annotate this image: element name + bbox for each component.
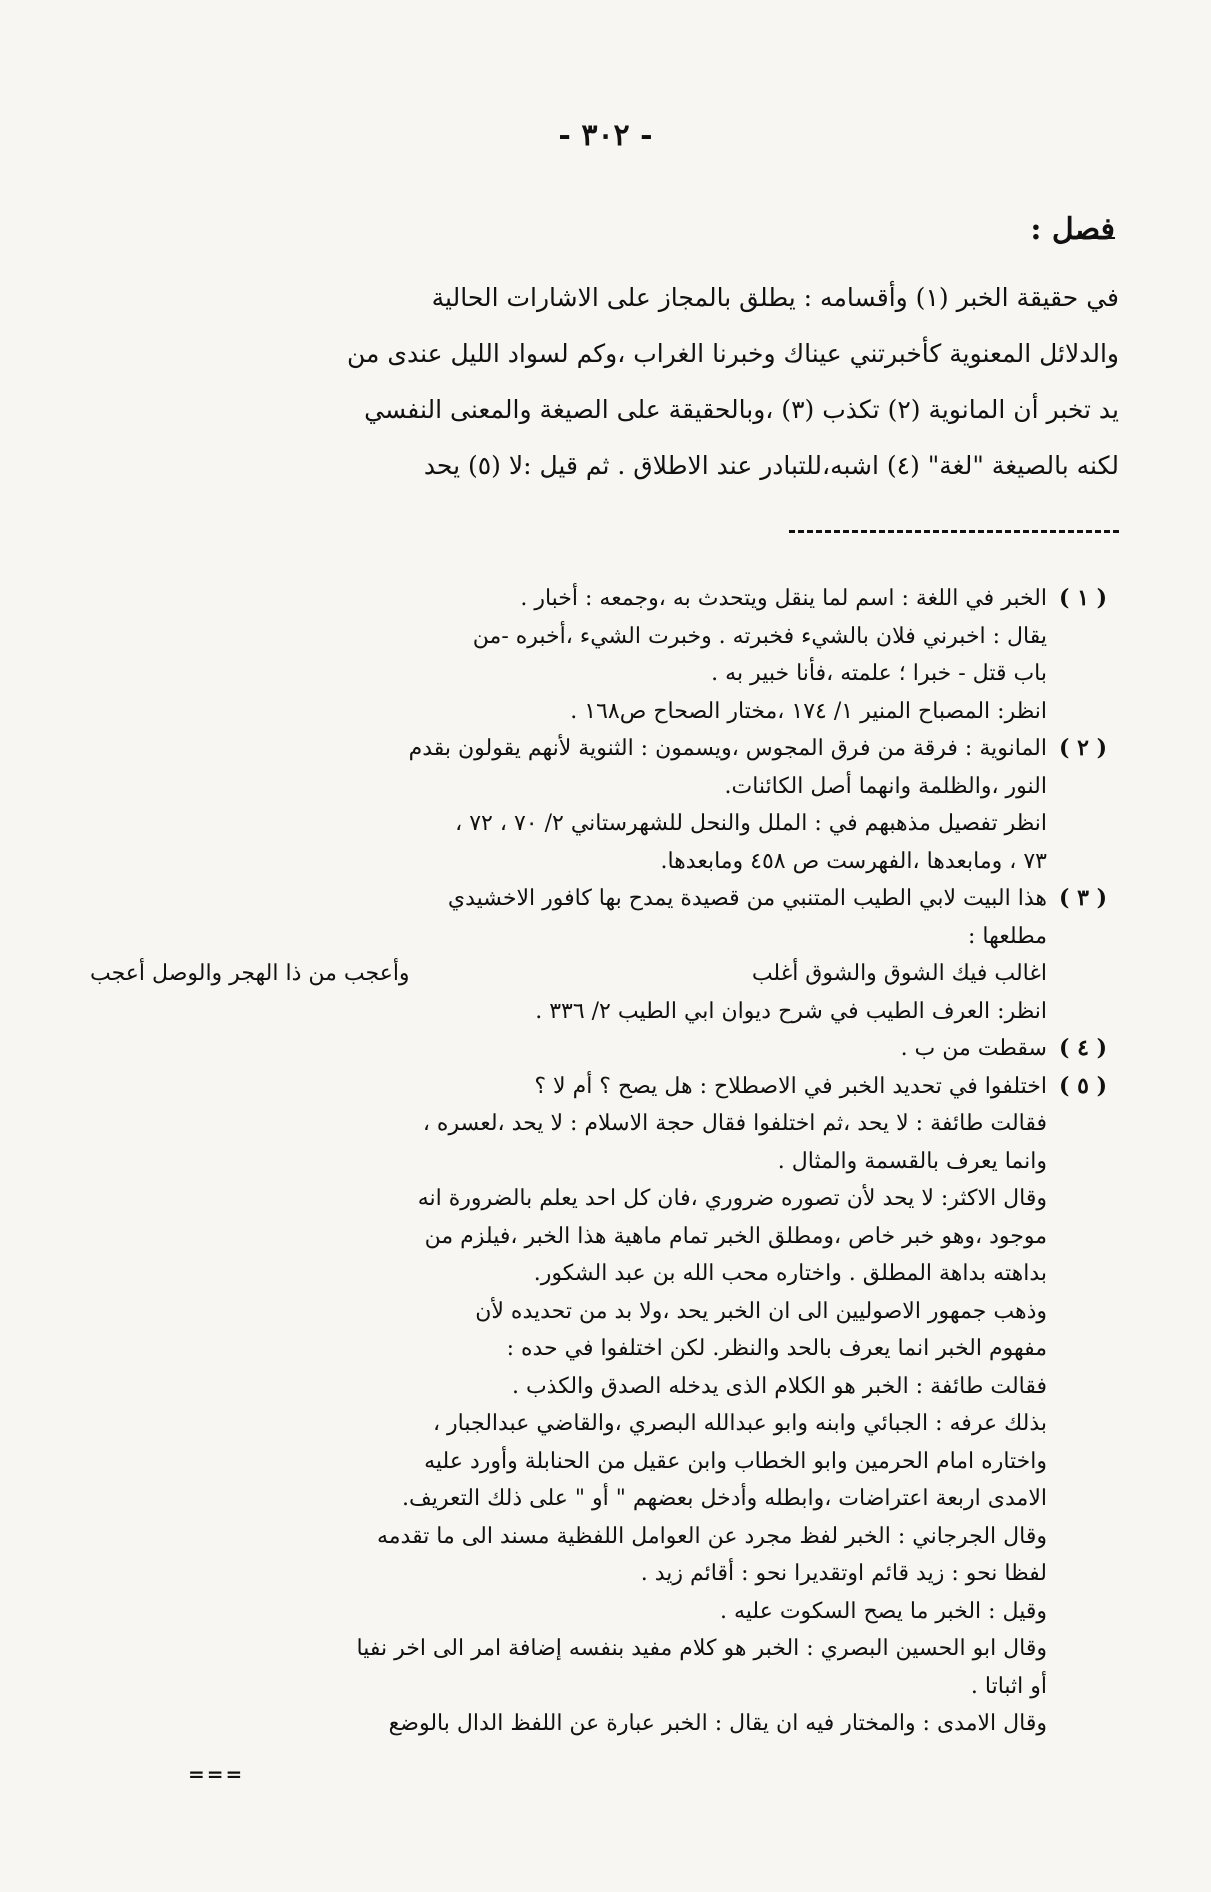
footnotes — [80, 580, 1119, 1743]
footnote-line: وقيل : الخبر ما يصح السكوت عليه . — [720, 1598, 1047, 1624]
footnote-1 — [80, 580, 1119, 730]
footnote-line: انظر تفصيل مذهبهم في : الملل والنحل للشهرستاني ٢/ ٧٠ ، ٧٢ ، — [455, 811, 1047, 836]
main-text-line: والدلائل المعنوية كأخبرتني عيناك وخبرنا الغراب ،وكم لسواد الليل عندى من — [347, 339, 1119, 368]
main-text-line: يد تخبر أن المانوية (٢) تكذب (٣) ،وبالحقيقة على الصيغة والمعنى النفسي — [364, 395, 1119, 424]
footnote-body — [80, 580, 1047, 730]
footnote-4 — [80, 1030, 1119, 1068]
main-text — [90, 270, 1119, 494]
footnote-line: الامدى اربعة اعتراضات ،وابطله وأدخل بعضهم " أو " على ذلك التعريف. — [402, 1486, 1047, 1511]
footnote-line: انظر: العرف الطيب في شرح ديوان ابي الطيب ٢/ ٣٣٦ . — [535, 998, 1047, 1024]
footnote-line: يقال : اخبرني فلان بالشيء فخبرته . وخبرت الشيء ،أخبره -من — [472, 623, 1047, 649]
footnote-line: وانما يعرف بالقسمة والمثال . — [777, 1148, 1047, 1174]
footnote-line: وذهب جمهور الاصوليين الى ان الخبر يحد ،ولا بد من تحديده لأن — [475, 1298, 1047, 1324]
footnote-separator — [789, 530, 1119, 533]
footnote-line: هذا البيت لابي الطيب المتنبي من قصيدة يمدح بها كافور الاخشيدي — [447, 886, 1047, 911]
footnote-body — [80, 1030, 1047, 1068]
poem-verse — [80, 955, 1047, 993]
verse-first-hemistich: اغالب فيك الشوق والشوق أغلب — [751, 961, 1047, 986]
footnote-line: انظر: المصباح المنير ١/ ١٧٤ ،مختار الصحاح ص١٦٨ . — [570, 698, 1047, 724]
page-number: - ٣٠٢ - — [558, 118, 653, 153]
footnote-body — [80, 880, 1047, 1030]
footnote-line: المانوية : فرقة من فرق المجوس ،ويسمون : الثنوية لأنهم يقولون بقدم — [408, 736, 1047, 761]
footnote-line: اختلفوا في تحديد الخبر في الاصطلاح : هل يصح ؟ أم لا ؟ — [534, 1073, 1047, 1099]
footnote-line: وقال الاكثر: لا يحد لأن تصوره ضروري ،فان كل احد يعلم بالضرورة انه — [417, 1186, 1047, 1211]
footnote-line: مفهوم الخبر انما يعرف بالحد والنظر. لكن اختلفوا في حده : — [506, 1336, 1047, 1361]
footnote-2 — [80, 730, 1119, 880]
footnote-line: فقالت طائفة : الخبر هو الكلام الذى يدخله الصدق والكذب . — [511, 1373, 1047, 1399]
footnote-number: ( ٥ ) — [1059, 1072, 1107, 1099]
main-text-line: لكنه بالصيغة "لغة" (٤) اشبه،للتبادر عند الاطلاق . ثم قيل :لا (٥) يحد — [423, 451, 1119, 480]
footnote-number: ( ٤ ) — [1059, 1035, 1107, 1061]
footnote-body — [80, 730, 1047, 880]
footnote-line: النور ،والظلمة وانهما أصل الكائنات. — [724, 773, 1047, 799]
footnote-line: بذلك عرفه : الجبائي وابنه وابو عبدالله البصري ،والقاضي عبدالجبار ، — [432, 1411, 1047, 1436]
footnote-line: موجود ،وهو خبر خاص ،ومطلق الخبر تمام ماهية هذا الخبر ،فيلزم من — [424, 1223, 1047, 1249]
footnote-line: واختاره امام الحرمين وابو الخطاب وابن عقيل من الحنابلة وأورد عليه — [424, 1448, 1047, 1474]
footnote-line: فقالت طائفة : لا يحد ،ثم اختلفوا فقال حجة الاسلام : لا يحد ،لعسره ، — [422, 1111, 1047, 1136]
footnote-line: وقال الجرجاني : الخبر لفظ مجرد عن العوامل اللفظية مسند الى ما تقدمه — [376, 1523, 1047, 1549]
footnote-number: ( ١ ) — [1059, 585, 1107, 611]
footnote-line: وقال ابو الحسين البصري : الخبر هو كلام مفيد بنفسه إضافة امر الى اخر نفيا — [356, 1636, 1047, 1661]
main-text-line: في حقيقة الخبر (١) وأقسامه : يطلق بالمجاز على الاشارات الحالية — [431, 283, 1119, 312]
footnote-3 — [80, 880, 1119, 1030]
footnote-number: ( ٢ ) — [1059, 735, 1107, 761]
footnote-line: لفظا نحو : زيد قائم اوتقديرا نحو : أقائم زيد . — [640, 1561, 1047, 1586]
footnote-number: ( ٣ ) — [1059, 885, 1107, 911]
verse-second-hemistich: وأعجب من ذا الهجر والوصل أعجب — [90, 961, 410, 986]
footnote-line: ٧٣ ، ومابعدها ،الفهرست ص ٤٥٨ ومابعدها. — [660, 848, 1047, 874]
footnote-line: الخبر في اللغة : اسم لما ينقل ويتحدث به ،وجمعه : أخبار . — [520, 586, 1047, 611]
footnote-body — [80, 1068, 1047, 1743]
footnote-line: مطلعها : — [968, 923, 1047, 949]
footnote-line: وقال الامدى : والمختار فيه ان يقال : الخبر عبارة عن اللفظ الدال بالوضع — [388, 1711, 1047, 1736]
footnote-5 — [80, 1068, 1119, 1743]
footnote-line: أو اثباتا . — [970, 1673, 1047, 1699]
section-heading: فصل : — [1030, 212, 1115, 247]
footnote-line: سقطت من ب . — [900, 1036, 1047, 1061]
footnote-line: بداهته بداهة المطلق . واختاره محب الله بن عبد الشكور. — [533, 1261, 1047, 1286]
end-mark: === — [188, 1762, 245, 1786]
footnote-line: باب قتل - خبرا ؛ علمته ،فأنا خبير به . — [711, 661, 1047, 686]
